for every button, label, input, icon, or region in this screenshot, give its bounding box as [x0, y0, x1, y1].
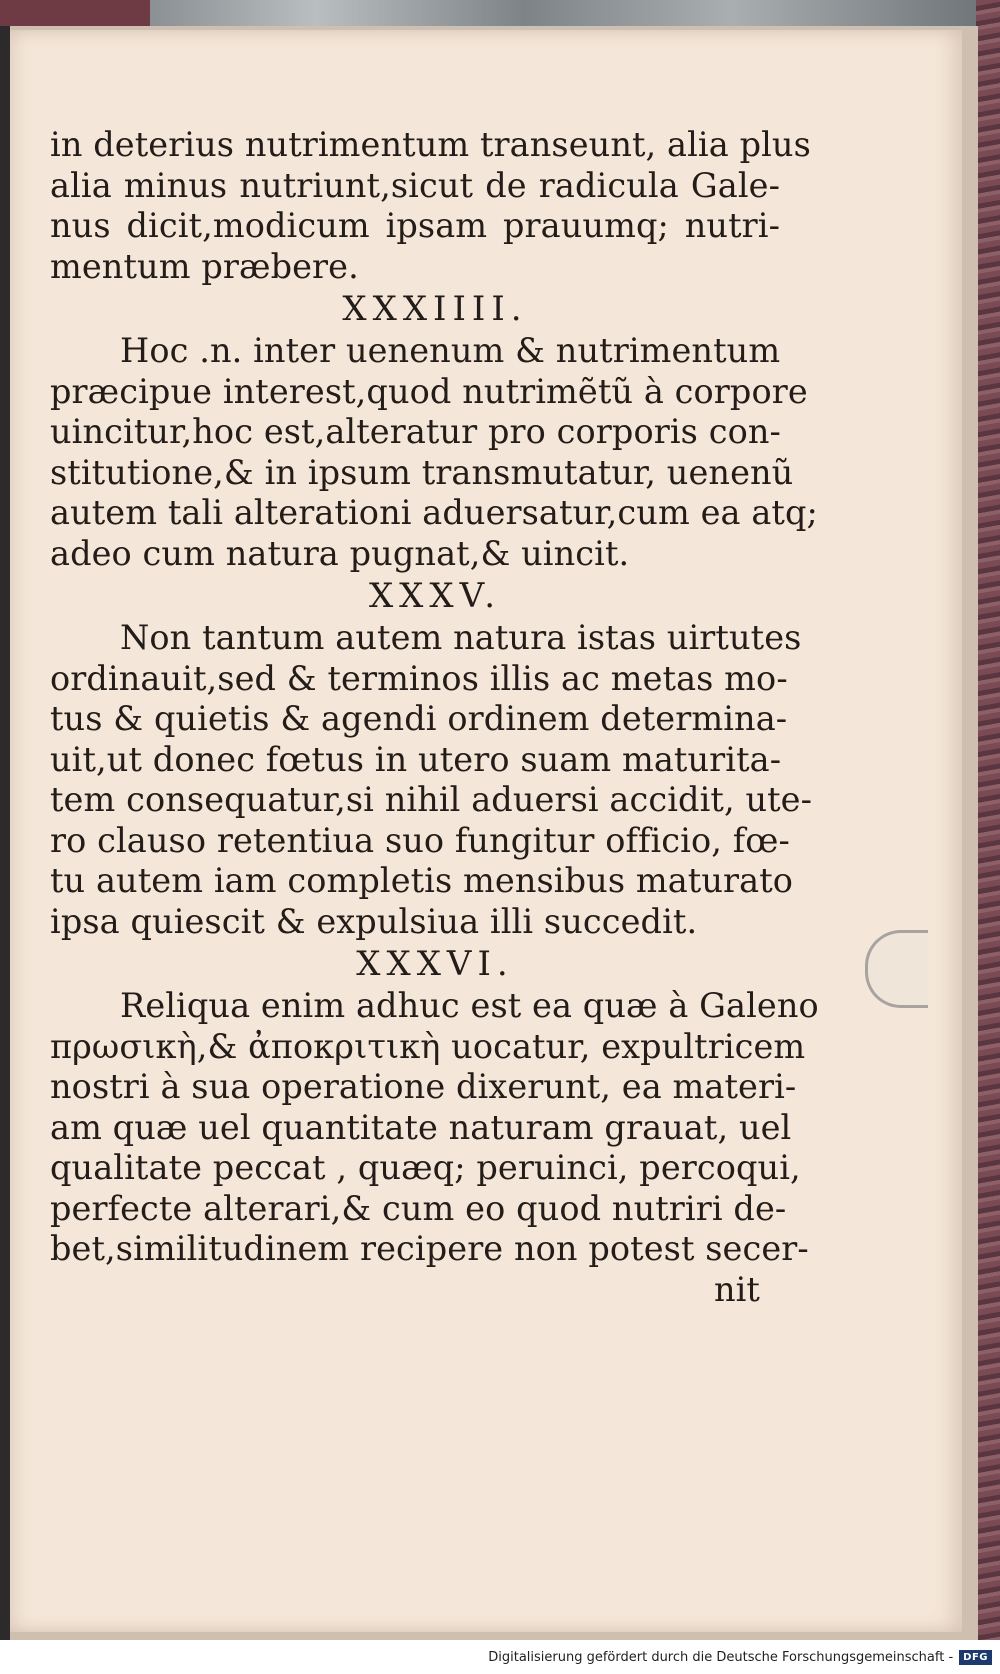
text-line: Hoc .n. inter uenenum & nutrimentum [120, 331, 781, 370]
text-line: πρωσικὴ,& ἀποκριτικὴ uocatur, expultricem [50, 1026, 806, 1066]
book-edge-left [0, 0, 150, 26]
text-line: mentum præbere. [50, 246, 359, 286]
text-line: bet,similitudinem recipere non potest secer- [50, 1229, 809, 1268]
dfg-logo: DFG [959, 1650, 992, 1665]
text-line: adeo cum natura pugnat,& uincit. [50, 533, 630, 573]
section-heading: XXXIIII. [342, 289, 528, 329]
section-heading: XXXVI. [356, 944, 514, 984]
book-edge-top [150, 0, 980, 26]
text-line: tus & quietis & agendi ordinem determina- [50, 699, 788, 738]
book-cover-edge [976, 0, 1000, 1640]
text-line: ordinauit,sed & terminos illis ac metas mo- [50, 658, 788, 698]
text-line: autem tali alterationi aduersatur,cum ea atq; [50, 493, 818, 532]
text-line: præcipue interest,quod nutrimẽtũ à corpore [50, 371, 808, 411]
page-text [50, 125, 819, 1310]
catchword: nit [713, 1269, 760, 1309]
text-line: qualitate peccat , quæq; peruinci, percoqui, [50, 1148, 801, 1187]
text-line: uit,ut donec fœtus in utero suam maturita- [50, 739, 782, 779]
text-line: am quæ uel quantitate naturam grauat, uel [50, 1107, 792, 1147]
footer-credit: Digitalisierung gefördert durch die Deutsche Forschungsgemeinschaft - [488, 1649, 954, 1665]
section-heading: XXXV. [368, 576, 502, 616]
text-line: uincitur,hoc est,alteratur pro corporis con- [50, 412, 781, 451]
text-line: Non tantum autem natura istas uirtutes [120, 618, 802, 657]
text-line: tem consequatur,si nihil aduersi accidit, ute- [50, 780, 813, 819]
text-line: Reliqua enim adhuc est ea quæ à Galeno [120, 986, 819, 1025]
text-line: tu autem iam completis mensibus maturato [50, 861, 794, 900]
text-line: stitutione,& in ipsum transmutatur, uenenũ [50, 452, 794, 492]
text-line: ipsa quiescit & expulsiua illi succedit. [50, 901, 698, 941]
page-clasp [865, 930, 928, 1008]
text-line: nus dicit,modicum ipsam prauumq; nutri- [50, 206, 780, 245]
text-line: perfecte alterari,& cum eo quod nutriri de- [50, 1188, 787, 1228]
book-page [10, 30, 962, 1632]
text-line: alia minus nutriunt,sicut de radicula Gale- [50, 165, 780, 205]
text-line: in deterius nutrimentum transeunt, alia plus [50, 125, 811, 164]
text-line: ro clauso retentiua suo fungitur officio, fœ- [50, 820, 790, 860]
digitization-footer [0, 1640, 1000, 1674]
text-line: nostri à sua operatione dixerunt, ea materi- [50, 1067, 797, 1106]
